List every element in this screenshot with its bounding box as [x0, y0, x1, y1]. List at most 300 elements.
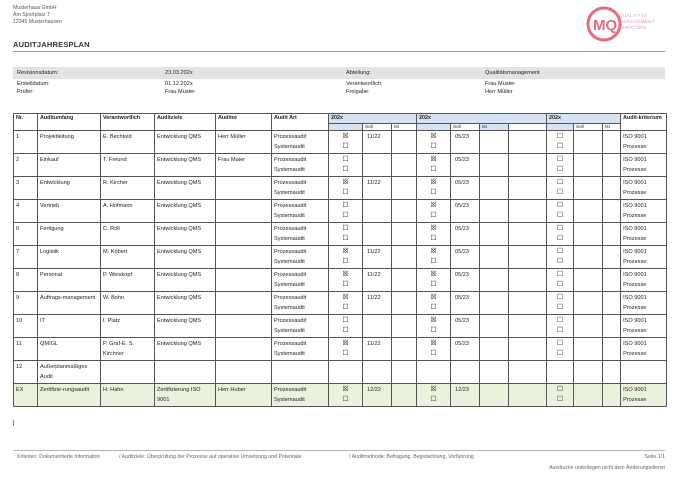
system-audit-checkbox[interactable]: ☐ [430, 235, 437, 242]
responsible-label: Verantwortlich: [346, 81, 383, 87]
cell-year3-ist [603, 223, 621, 246]
process-audit-checkbox[interactable]: ☐ [342, 317, 349, 324]
system-audit-checkbox[interactable]: ☐ [556, 258, 564, 265]
cell-scope: Außerplanmäßiges Audit [38, 361, 101, 384]
cell-year2-soll: 12/23 [451, 384, 480, 407]
cell-auditor [216, 177, 272, 200]
cell-responsible [101, 361, 155, 384]
cell-type: Prozessaudit Systemaudit [272, 269, 329, 292]
process-audit-checkbox[interactable]: ☐ [556, 133, 564, 140]
process-audit-checkbox[interactable]: ☐ [556, 248, 564, 255]
system-audit-checkbox[interactable]: ☐ [430, 258, 437, 265]
cell-year2-checkbox [417, 223, 451, 246]
process-audit-checkbox[interactable]: ☐ [556, 202, 564, 209]
department-label: Abteilung: [346, 70, 371, 76]
cell-criteria: ISO 9001 Prozesse [621, 131, 667, 154]
cell-responsible: I. Platz [101, 315, 155, 338]
cell-year2-ist [480, 292, 509, 315]
cell-year1-soll: 11/22 [363, 338, 392, 361]
cell-responsible: E. Bechtold [101, 131, 155, 154]
cell-year3-soll [574, 223, 603, 246]
document-title: AUDITJAHRESPLAN [13, 40, 90, 49]
cell-year2-ist [480, 223, 509, 246]
process-audit-checkbox[interactable]: ☒ [430, 225, 437, 232]
cell-year1-checkbox [329, 361, 363, 384]
cell-goals: Entwicklung QMS [155, 223, 216, 246]
cell-auditor [216, 292, 272, 315]
soll-3: Soll [574, 124, 603, 131]
soll-2: Soll [451, 124, 480, 131]
cell-year1-ist [392, 269, 417, 292]
cell-type: Prozessaudit Systemaudit [272, 246, 329, 269]
cell-year3-ist [603, 154, 621, 177]
system-audit-checkbox[interactable]: ☐ [342, 350, 349, 357]
cell-year1-soll: 12/22 [363, 384, 392, 407]
col-responsible: Verantwortlich [101, 114, 155, 131]
process-audit-checkbox[interactable]: ☐ [556, 225, 564, 232]
cell-year3-soll [574, 292, 603, 315]
logo-letters: MQ [593, 17, 618, 34]
system-audit-checkbox[interactable]: ☐ [430, 143, 437, 150]
process-audit-checkbox[interactable]: ☒ [430, 317, 437, 324]
col-year-2: 202x [417, 114, 547, 124]
cell-year1-checkbox [329, 131, 363, 154]
cell-goals: Entwicklung QMS [155, 269, 216, 292]
ist-3: Ist [603, 124, 621, 131]
system-audit-checkbox[interactable]: ☐ [430, 189, 437, 196]
process-audit-checkbox[interactable]: ☒ [430, 202, 437, 209]
process-audit-checkbox[interactable]: ☐ [556, 179, 564, 186]
process-audit-checkbox[interactable]: ☒ [430, 179, 437, 186]
meta-created-row [13, 79, 665, 87]
cell-goals: Entwicklung QMS [155, 246, 216, 269]
cell-type: Prozessaudit Systemaudit [272, 338, 329, 361]
cell-type: Prozessaudit Systemaudit [272, 292, 329, 315]
cell-year2-checkbox [417, 246, 451, 269]
cell-year3-ist [603, 269, 621, 292]
cell-year2-checkbox [417, 361, 451, 384]
cell-criteria: ISO 9001 Prozesse [621, 246, 667, 269]
cell-year2-ist [480, 131, 509, 154]
cell-type: Prozessaudit Systemaudit [272, 315, 329, 338]
footer-page: Seite 1/1 [644, 454, 665, 460]
cell-nr: 9 [14, 292, 38, 315]
cell-year3-soll [574, 177, 603, 200]
cell-year3-checkbox [547, 384, 574, 407]
revision-label: Revisionsdatum: [17, 70, 59, 76]
revision-value: 23.03.202x [165, 70, 193, 76]
cell-scope: Projektleitung [38, 131, 101, 154]
process-audit-checkbox[interactable]: ☒ [430, 156, 437, 163]
cell-year2-extra [509, 200, 547, 223]
cell-year2-checkbox [417, 154, 451, 177]
cell-type: Prozessaudit Systemaudit [272, 177, 329, 200]
cell-responsible: C. Röll [101, 223, 155, 246]
cell-year2-checkbox [417, 292, 451, 315]
cell-nr: 3 [14, 177, 38, 200]
cell-year3-ist [603, 384, 621, 407]
system-audit-checkbox[interactable]: ☐ [556, 212, 564, 219]
system-audit-checkbox[interactable]: ☐ [556, 396, 564, 403]
table-row [14, 315, 667, 338]
checker-label: Prüfer: [17, 89, 34, 95]
cell-year2-extra [509, 223, 547, 246]
process-audit-checkbox[interactable]: ☒ [342, 294, 349, 301]
cell-goals: Entwicklung QMS [155, 315, 216, 338]
cell-scope: Personal [38, 269, 101, 292]
system-audit-checkbox[interactable]: ☐ [342, 143, 349, 150]
cell-auditor [216, 269, 272, 292]
table-row [14, 384, 667, 407]
system-audit-checkbox[interactable]: ☐ [556, 304, 564, 311]
footer-method: / Auditmethode: Befragung, Begutachtung, Vorführung [349, 454, 474, 460]
process-audit-checkbox[interactable]: ☐ [556, 317, 564, 324]
cell-year2-extra [509, 292, 547, 315]
cell-year2-extra [509, 177, 547, 200]
footer-divider [13, 450, 665, 451]
cell-year3-soll [574, 246, 603, 269]
cell-year2-soll: 05/23 [451, 269, 480, 292]
company-street: Am Sportplatz 7 [13, 12, 50, 18]
cell-year3-checkbox [547, 154, 574, 177]
cell-criteria: ISO 9001 Prozesse [621, 315, 667, 338]
cell-goals: Entwicklung QMS [155, 131, 216, 154]
system-audit-checkbox[interactable]: ☐ [556, 350, 564, 357]
cell-year1-checkbox [329, 292, 363, 315]
footer-notice: Ausdrucke unterliegen nicht dem Änderungsdienst [549, 465, 665, 471]
system-audit-checkbox[interactable]: ☐ [342, 212, 349, 219]
table-row [14, 338, 667, 361]
cell-year3-ist [603, 131, 621, 154]
cell-goals: Entwicklung QMS [155, 200, 216, 223]
system-audit-checkbox[interactable]: ☐ [342, 235, 349, 242]
cell-year3-checkbox [547, 361, 574, 384]
cell-scope: IT [38, 315, 101, 338]
footer-goals: / Auditziele: Überprüfung der Prozesse auf operative Umsetzung und Potentiale [119, 454, 302, 460]
cell-year1-ist [392, 361, 417, 384]
cell-year2-checkbox [417, 177, 451, 200]
cell-year1-checkbox [329, 154, 363, 177]
cell-year2-soll [451, 361, 480, 384]
footer-marker [13, 420, 14, 426]
system-audit-checkbox[interactable]: ☐ [556, 189, 564, 196]
cell-year3-ist [603, 200, 621, 223]
process-audit-checkbox[interactable]: ☒ [342, 386, 349, 393]
cell-year2-checkbox [417, 200, 451, 223]
process-audit-checkbox[interactable]: ☒ [342, 133, 349, 140]
cell-nr: 7 [14, 246, 38, 269]
system-audit-checkbox[interactable]: ☐ [342, 258, 349, 265]
col-scope: Auditumfang [38, 114, 101, 131]
cell-year2-extra [509, 269, 547, 292]
cell-year1-ist [392, 246, 417, 269]
process-audit-checkbox[interactable]: ☐ [556, 340, 564, 347]
process-audit-checkbox[interactable]: ☐ [556, 294, 564, 301]
cell-year3-soll [574, 338, 603, 361]
cell-criteria: ISO 9001 Prozesse [621, 269, 667, 292]
cell-year1-checkbox [329, 338, 363, 361]
responsible-value: Frau Muster [485, 81, 516, 87]
meta-checker-row [13, 87, 665, 95]
release-label: Freigabe: [346, 89, 370, 95]
cell-year1-ist [392, 384, 417, 407]
cell-year2-soll: 05/23 [451, 338, 480, 361]
cell-criteria [621, 361, 667, 384]
table-row [14, 131, 667, 154]
system-audit-checkbox[interactable]: ☐ [556, 166, 564, 173]
cell-year3-soll [574, 154, 603, 177]
company-city: 12345 Musterhausen [13, 19, 62, 25]
soll-1: Soll [363, 124, 392, 131]
cell-year3-checkbox [547, 315, 574, 338]
process-audit-checkbox[interactable]: ☒ [342, 248, 349, 255]
created-value: 01.12.202x [165, 81, 193, 87]
cell-year2-extra [509, 338, 547, 361]
cell-year1-checkbox [329, 315, 363, 338]
company-address [13, 5, 62, 26]
ist-2: Ist [480, 124, 509, 131]
cell-year1-soll [363, 361, 392, 384]
cell-goals: Entwicklung QMS [155, 154, 216, 177]
cell-year1-checkbox [329, 177, 363, 200]
process-audit-checkbox[interactable]: ☒ [430, 271, 437, 278]
cell-auditor [216, 223, 272, 246]
logo-line-1: QUALITÄTS [619, 13, 648, 18]
cell-type: Prozessaudit Systemaudit [272, 154, 329, 177]
cell-year2-ist [480, 315, 509, 338]
cell-year3-soll [574, 269, 603, 292]
cell-year2-ist [480, 177, 509, 200]
cell-year2-extra [509, 131, 547, 154]
cell-responsible: P. Weiskopf [101, 269, 155, 292]
cell-year2-ist [480, 384, 509, 407]
cell-year1-ist [392, 131, 417, 154]
cell-year2-ist [480, 154, 509, 177]
cell-year3-checkbox [547, 200, 574, 223]
cell-year1-ist [392, 338, 417, 361]
system-audit-checkbox[interactable]: ☐ [430, 304, 437, 311]
cell-responsible: H. Hahn [101, 384, 155, 407]
cell-year2-extra [509, 154, 547, 177]
cell-year3-checkbox [547, 223, 574, 246]
cell-nr: 6 [14, 223, 38, 246]
col-year-3: 202x [547, 114, 621, 124]
system-audit-checkbox[interactable]: ☐ [556, 235, 564, 242]
cell-year3-checkbox [547, 338, 574, 361]
meta-revision-row [13, 67, 665, 79]
cell-year3-ist [603, 315, 621, 338]
cell-year2-checkbox [417, 315, 451, 338]
cell-responsible: R. Kircher [101, 177, 155, 200]
system-audit-checkbox[interactable]: ☐ [430, 396, 437, 403]
cell-responsible: T. Freund [101, 154, 155, 177]
cell-year3-ist [603, 292, 621, 315]
system-audit-checkbox[interactable]: ☐ [430, 166, 437, 173]
cell-year1-ist [392, 154, 417, 177]
col-nr: Nr. [14, 114, 38, 131]
cell-goals: Entwicklung QMS [155, 292, 216, 315]
cell-year1-soll [363, 154, 392, 177]
cell-scope: Fertigung [38, 223, 101, 246]
cell-year2-extra [509, 361, 547, 384]
cell-year2-soll: 05/23 [451, 177, 480, 200]
system-audit-checkbox[interactable]: ☐ [342, 166, 349, 173]
cell-type: Prozessaudit Systemaudit [272, 131, 329, 154]
table-row [14, 177, 667, 200]
cell-year2-soll: 05/23 [451, 315, 480, 338]
cell-scope: QM/GL [38, 338, 101, 361]
cell-auditor [216, 338, 272, 361]
cell-year1-soll [363, 200, 392, 223]
table-row [14, 292, 667, 315]
cell-year2-ist [480, 200, 509, 223]
process-audit-checkbox[interactable]: ☒ [342, 179, 349, 186]
audit-plan-table [13, 113, 667, 407]
cell-year1-ist [392, 177, 417, 200]
cell-year2-checkbox [417, 269, 451, 292]
cell-year2-ist [480, 361, 509, 384]
process-audit-checkbox[interactable]: ☐ [342, 225, 349, 232]
col-criteria: Audit-kriterium [621, 114, 667, 131]
created-label: Erstelldatum: [17, 81, 50, 87]
cell-responsible: P. Graf-E. S. Kirchner [101, 338, 155, 361]
cell-year3-checkbox [547, 246, 574, 269]
table-row [14, 246, 667, 269]
system-audit-checkbox[interactable]: ☐ [342, 281, 349, 288]
system-audit-checkbox[interactable]: ☐ [342, 396, 349, 403]
process-audit-checkbox[interactable]: ☒ [430, 248, 437, 255]
cell-criteria: ISO 9001 Prozesse [621, 200, 667, 223]
cell-goals [155, 361, 216, 384]
cell-year3-soll [574, 131, 603, 154]
process-audit-checkbox[interactable]: ☐ [556, 271, 564, 278]
cell-nr: 11 [14, 338, 38, 361]
process-audit-checkbox[interactable]: ☐ [342, 202, 349, 209]
cell-auditor [216, 315, 272, 338]
table-row [14, 154, 667, 177]
process-audit-checkbox[interactable]: ☒ [430, 294, 437, 301]
cell-type: Prozessaudit Systemaudit [272, 384, 329, 407]
cell-year2-soll: 05/23 [451, 200, 480, 223]
table-row [14, 269, 667, 292]
cell-criteria: ISO 9001 Prozesse [621, 384, 667, 407]
cell-criteria: ISO 9001 Prozesse [621, 292, 667, 315]
cell-scope: Einkauf [38, 154, 101, 177]
cell-nr: 2 [14, 154, 38, 177]
process-audit-checkbox[interactable]: ☐ [342, 156, 349, 163]
cell-scope: Entwicklung [38, 177, 101, 200]
cell-year1-ist [392, 315, 417, 338]
system-audit-checkbox[interactable]: ☐ [556, 143, 564, 150]
cell-year3-checkbox [547, 269, 574, 292]
cell-year2-ist [480, 246, 509, 269]
cell-year1-checkbox [329, 200, 363, 223]
process-audit-checkbox[interactable]: ☒ [430, 386, 437, 393]
cell-year2-checkbox [417, 338, 451, 361]
table-row [14, 361, 667, 384]
cell-year3-ist [603, 361, 621, 384]
cell-nr: EX [14, 384, 38, 407]
cell-criteria: ISO 9001 Prozesse [621, 338, 667, 361]
cell-year1-soll [363, 223, 392, 246]
department-value: Qualitätsmanagement [485, 70, 540, 76]
system-audit-checkbox[interactable]: ☐ [430, 350, 437, 357]
system-audit-checkbox[interactable]: ☐ [430, 327, 437, 334]
cell-responsible: M. Köbert [101, 246, 155, 269]
system-audit-checkbox[interactable]: ☐ [430, 281, 437, 288]
table-row [14, 200, 667, 223]
cell-scope: Zertifizie-rungsaudit [38, 384, 101, 407]
process-audit-checkbox[interactable]: ☒ [430, 133, 437, 140]
cell-year3-checkbox [547, 292, 574, 315]
cell-criteria: ISO 9001 Prozesse [621, 223, 667, 246]
process-audit-checkbox[interactable]: ☐ [556, 386, 564, 393]
cell-year3-ist [603, 338, 621, 361]
cell-year2-ist [480, 338, 509, 361]
logo-line-3: BERATUNG [619, 25, 647, 30]
process-audit-checkbox[interactable]: ☒ [430, 340, 437, 347]
cell-responsible: W. Bohn [101, 292, 155, 315]
cell-criteria: ISO 9001 Prozesse [621, 154, 667, 177]
cell-year3-soll [574, 361, 603, 384]
cell-goals: Zertifizierung ISO 9001 [155, 384, 216, 407]
cell-year2-soll: 05/23 [451, 246, 480, 269]
cell-year3-soll [574, 384, 603, 407]
cell-year2-extra [509, 384, 547, 407]
cell-year1-checkbox [329, 246, 363, 269]
cell-year1-ist [392, 223, 417, 246]
cell-nr: 12 [14, 361, 38, 384]
cell-year3-checkbox [547, 177, 574, 200]
cell-nr: 4 [14, 200, 38, 223]
process-audit-checkbox[interactable]: ☒ [342, 340, 349, 347]
system-audit-checkbox[interactable]: ☐ [556, 281, 564, 288]
cell-year2-extra [509, 315, 547, 338]
system-audit-checkbox[interactable]: ☐ [342, 327, 349, 334]
cell-year3-checkbox [547, 131, 574, 154]
logo-text [619, 13, 655, 31]
cell-year2-soll: 05/23 [451, 292, 480, 315]
cell-auditor [216, 246, 272, 269]
cell-year1-checkbox [329, 269, 363, 292]
cell-year3-soll [574, 200, 603, 223]
cell-auditor [216, 361, 272, 384]
system-audit-checkbox[interactable]: ☐ [342, 304, 349, 311]
cell-year1-soll: 11/22 [363, 292, 392, 315]
cell-type: Prozessaudit Systemaudit [272, 200, 329, 223]
cell-year2-checkbox [417, 131, 451, 154]
system-audit-checkbox[interactable]: ☐ [556, 327, 564, 334]
release-value: Herr Müller [485, 89, 513, 95]
system-audit-checkbox[interactable]: ☐ [342, 189, 349, 196]
col-goals: Auditziele [155, 114, 216, 131]
cell-auditor [216, 200, 272, 223]
cell-nr: 1 [14, 131, 38, 154]
cell-nr: 10 [14, 315, 38, 338]
cell-criteria: ISO 9001 Prozesse [621, 177, 667, 200]
cell-scope: Vertrieb [38, 200, 101, 223]
checker-value: Frau Muster [165, 89, 196, 95]
col-year-1: 202x [329, 114, 417, 124]
col-type: Audit Art [272, 114, 329, 131]
cell-auditor: Frau Maier [216, 154, 272, 177]
system-audit-checkbox[interactable]: ☐ [430, 212, 437, 219]
cell-goals: Entwicklung QMS [155, 338, 216, 361]
cell-auditor: Herr Müller [216, 131, 272, 154]
process-audit-checkbox[interactable]: ☐ [556, 156, 564, 163]
cell-year1-soll: 11/22 [363, 246, 392, 269]
process-audit-checkbox[interactable]: ☒ [342, 271, 349, 278]
